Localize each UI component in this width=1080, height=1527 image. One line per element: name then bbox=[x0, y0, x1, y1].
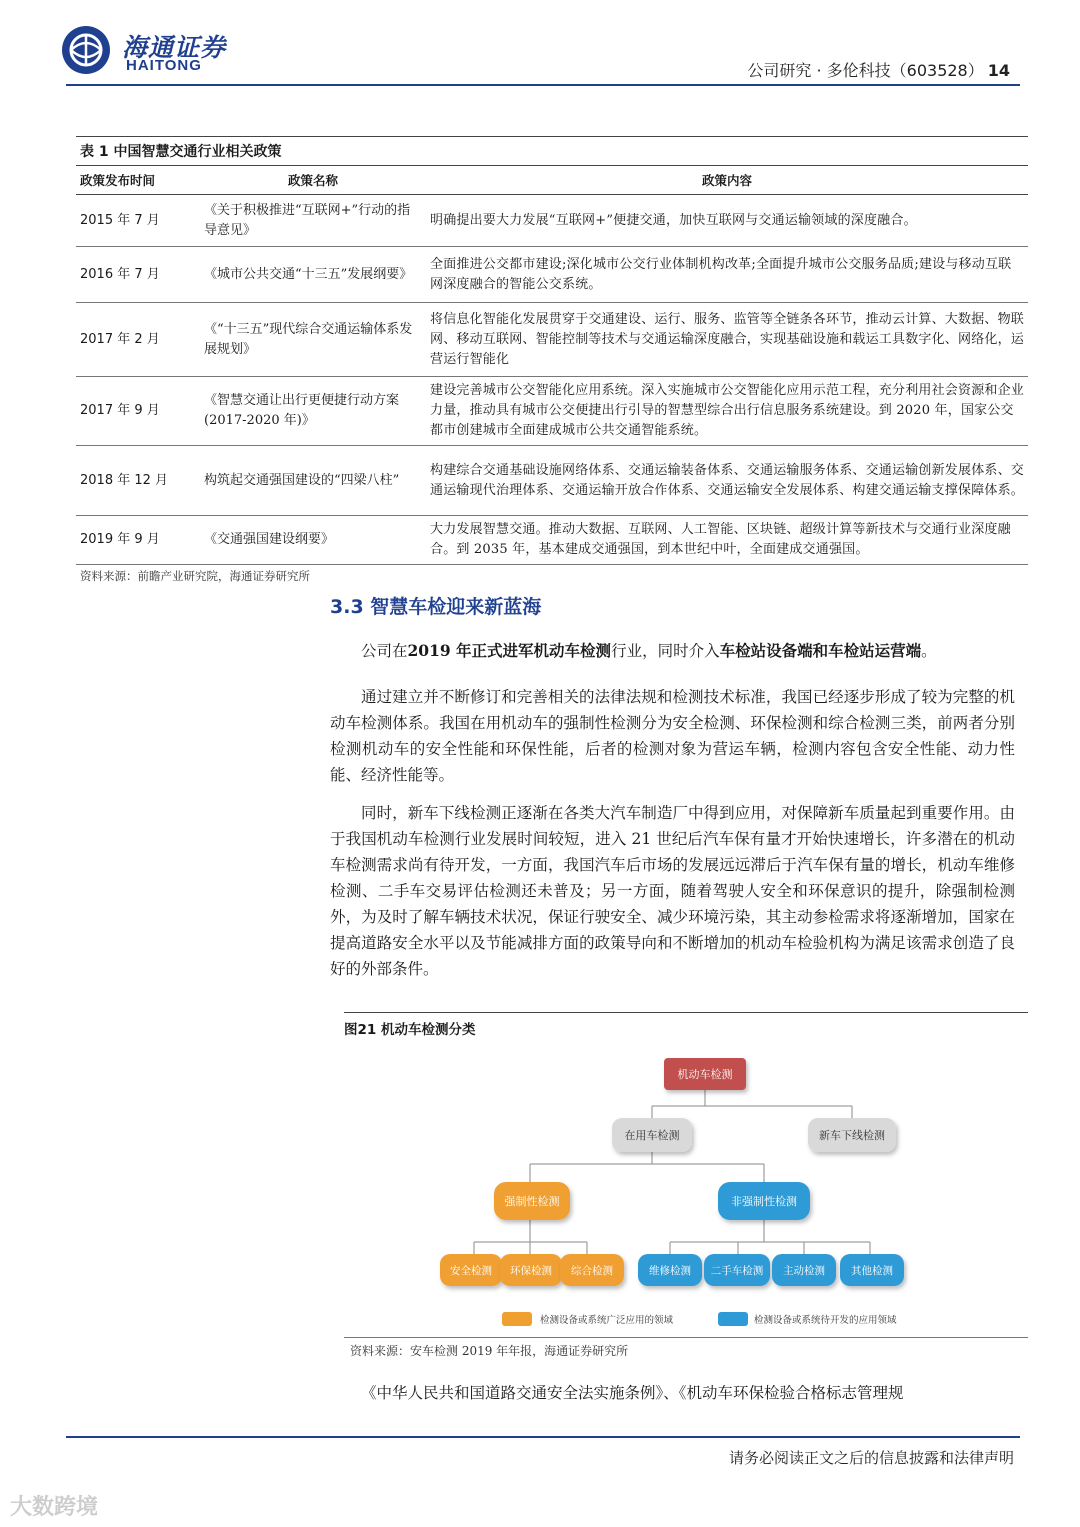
comprehensive-detection-node bbox=[560, 1254, 624, 1286]
row-policy-name: 《“十三五”现代综合交通运输体系发展规划》 bbox=[200, 303, 426, 377]
legend-orange-label: 检测设备或系统广泛应用的领域 bbox=[540, 1315, 674, 1326]
repair-detection-node bbox=[638, 1254, 702, 1286]
footer-divider bbox=[66, 1436, 1020, 1438]
row-date: 2017 年 2 月 bbox=[76, 303, 200, 377]
row-policy-name: 《关于积极推进“互联网+”行动的指导意见》 bbox=[200, 195, 426, 247]
safety-detection-node bbox=[440, 1254, 502, 1286]
active-detection-label: 主动检测 bbox=[783, 1265, 825, 1277]
policy-table bbox=[76, 166, 1028, 565]
table-row bbox=[76, 247, 1028, 303]
new-vehicle-label: 新车下线检测 bbox=[819, 1129, 885, 1142]
paragraph-3: 同时，新车下线检测正逐渐在各类大汽车制造厂中得到应用，对保障新车质量起到重要作用。由于我国机动车检测行业发展时间较短，进入 21 世纪后汽车保有量才开始快速增长，许多潜在的机动车检测需求尚有待开发，一方面，我国汽车后市场的发展远远滞后于汽车保有量的增长，机动车维修检测、二手车交易评估检测还未普及；另一方面，随着驾驶人安全和环保意识的提升，除强制检测外，为及时了解车辆技术状况，保证行驶安全、减少环境污染，其主动参检需求将逐渐增加，国家在提高道路安全水平以及节能减排方面的政策导向和不断增加的机动车检验机构为满足该需求创造了良好的外部条件。 bbox=[330, 804, 1015, 978]
report-header bbox=[747, 58, 1010, 81]
root-node-label: 机动车检测 bbox=[677, 1068, 733, 1081]
environment-detection-label: 环保检测 bbox=[510, 1265, 552, 1277]
column-header-content: 政策内容 bbox=[426, 166, 1028, 195]
safety-detection-label: 安全检测 bbox=[450, 1265, 492, 1277]
row-date: 2019 年 9 月 bbox=[76, 516, 200, 565]
environment-detection-node bbox=[500, 1254, 562, 1286]
logo-english-text: HAITONG bbox=[126, 57, 202, 74]
table-title: 表 1 中国智慧交通行业相关政策 bbox=[76, 136, 1028, 166]
forced-detection-node bbox=[494, 1182, 570, 1220]
in-use-vehicle-node bbox=[612, 1118, 692, 1152]
diagram-legend bbox=[502, 1312, 897, 1326]
figure-title: 图21 机动车检测分类 bbox=[344, 1012, 1028, 1038]
row-policy-content: 将信息化智能化发展贯穿于交通建设、运行、服务、监管等全链条各环节，推动云计算、大数据、物联网、移动互联网、智能控制等技术与交通运输深度融合，实现基础设施和载运工具数字化、网络化，运营运行智能化 bbox=[426, 303, 1028, 377]
p1-text-c: 行业，同时介入 bbox=[611, 642, 720, 660]
row-policy-name: 《智慧交通让出行更便捷行动方案(2017-2020 年)》 bbox=[200, 377, 426, 446]
row-policy-name: 《交通强国建设纲要》 bbox=[200, 516, 426, 565]
active-detection-node bbox=[772, 1254, 836, 1286]
nonforced-detection-label: 非强制性检测 bbox=[731, 1195, 797, 1208]
detection-classification-diagram bbox=[344, 1040, 1028, 1336]
row-policy-name: 构筑起交通强国建设的“四梁八柱” bbox=[200, 446, 426, 516]
p1-text-a: 公司在 bbox=[361, 642, 408, 660]
row-policy-content: 明确提出要大力发展“互联网+”便捷交通，加快互联网与交通运输领域的深度融合。 bbox=[426, 195, 1028, 247]
logo-chinese-text: 海通证券 bbox=[122, 33, 227, 62]
used-car-detection-node bbox=[704, 1254, 770, 1286]
diagram-connectors bbox=[474, 1090, 870, 1254]
p1-bold-b: 2019 年正式进军机动车检测 bbox=[407, 641, 612, 660]
other-detection-label: 其他检测 bbox=[851, 1265, 893, 1277]
page-number: 14 bbox=[987, 61, 1010, 80]
comprehensive-detection-label: 综合检测 bbox=[571, 1265, 613, 1277]
row-policy-content: 大力发展智慧交通。推动大数据、互联网、人工智能、区块链、超级计算等新技术与交通行业深度融合。到 2035 年，基本建成交通强国，到本世纪中叶，全面建成交通强国。 bbox=[426, 516, 1028, 565]
row-policy-content: 构建综合交通基础设施网络体系、交通运输装备体系、交通运输服务体系、交通运输创新发展体系、交通运输现代治理体系、交通运输开放合作体系、交通运输安全发展体系、构建交通运输支撑保障体系。 bbox=[426, 446, 1028, 516]
figure-source: 资料来源：安车检测 2019 年年报，海通证券研究所 bbox=[350, 1344, 629, 1358]
table-header-row bbox=[76, 166, 1028, 195]
footer-disclaimer: 请务必阅读正文之后的信息披露和法律声明 bbox=[728, 1449, 1014, 1467]
row-policy-name: 《城市公共交通“十三五”发展纲要》 bbox=[200, 247, 426, 303]
repair-detection-label: 维修检测 bbox=[649, 1265, 691, 1277]
table-row bbox=[76, 516, 1028, 565]
report-label: 公司研究 · 多伦科技（603528） bbox=[747, 61, 984, 80]
table-row bbox=[76, 446, 1028, 516]
row-date: 2018 年 12 月 bbox=[76, 446, 200, 516]
policy-table-section bbox=[76, 136, 1028, 584]
forced-detection-label: 强制性检测 bbox=[504, 1195, 560, 1208]
in-use-vehicle-label: 在用车检测 bbox=[624, 1129, 680, 1142]
legend-orange-swatch bbox=[502, 1312, 532, 1326]
column-header-name: 政策名称 bbox=[200, 166, 426, 195]
legend-blue-swatch bbox=[718, 1312, 748, 1326]
p1-bold-d: 车检站设备端和车检站运营端 bbox=[719, 641, 922, 660]
watermark: 大数跨境 bbox=[10, 1495, 99, 1520]
legend-blue-label: 检测设备或系统待开发的应用领域 bbox=[754, 1315, 897, 1326]
table-source: 资料来源：前瞻产业研究院，海通证券研究所 bbox=[80, 569, 310, 583]
haitong-logo-icon bbox=[62, 26, 110, 74]
table-row bbox=[76, 195, 1028, 247]
figure-bottom-rule bbox=[344, 1337, 1028, 1338]
root-node bbox=[664, 1058, 746, 1090]
used-car-detection-label: 二手车检测 bbox=[710, 1265, 764, 1277]
row-date: 2017 年 9 月 bbox=[76, 377, 200, 446]
row-date: 2016 年 7 月 bbox=[76, 247, 200, 303]
p1-text-e: 。 bbox=[921, 642, 937, 660]
new-vehicle-node bbox=[808, 1118, 896, 1152]
row-policy-content: 建设完善城市公交智能化应用系统。深入实施城市公交智能化应用示范工程，充分利用社会资源和企业力量，推动具有城市公交便捷出行引导的智慧型综合出行信息服务系统建设。到 2020 年，国家公交都市创建城市全面建成城市公共交通智能系统。 bbox=[426, 377, 1028, 446]
paragraph-1 bbox=[330, 638, 1015, 664]
paragraph-2: 通过建立并不断修订和完善相关的法律法规和检测技术标准，我国已经逐步形成了较为完整的机动车检测体系。我国在用机动车的强制性检测分为安全检测、环保检测和综合检测三类，前两者分别检测机动车的安全性能和环保性能，后者的检测对象为营运车辆，检测内容包含安全性能、动力性能、经济性能等。 bbox=[330, 688, 1015, 784]
column-header-date: 政策发布时间 bbox=[76, 166, 200, 195]
nonforced-detection-node bbox=[718, 1182, 810, 1220]
other-detection-node bbox=[840, 1254, 904, 1286]
table-row bbox=[76, 303, 1028, 377]
row-policy-content: 全面推进公交都市建设;深化城市公交行业体制机构改革;全面提升城市公交服务品质;建设与移动互联网深度融合的智能公交系统。 bbox=[426, 247, 1028, 303]
section-title: 3.3 智慧车检迎来新蓝海 bbox=[330, 596, 542, 618]
table-row bbox=[76, 377, 1028, 446]
header-divider bbox=[66, 84, 1020, 86]
company-logo bbox=[62, 26, 282, 78]
paragraph-4: 《中华人民共和国道路交通安全法实施条例》、《机动车环保检验合格标志管理规 bbox=[361, 1384, 904, 1402]
row-date: 2015 年 7 月 bbox=[76, 195, 200, 247]
